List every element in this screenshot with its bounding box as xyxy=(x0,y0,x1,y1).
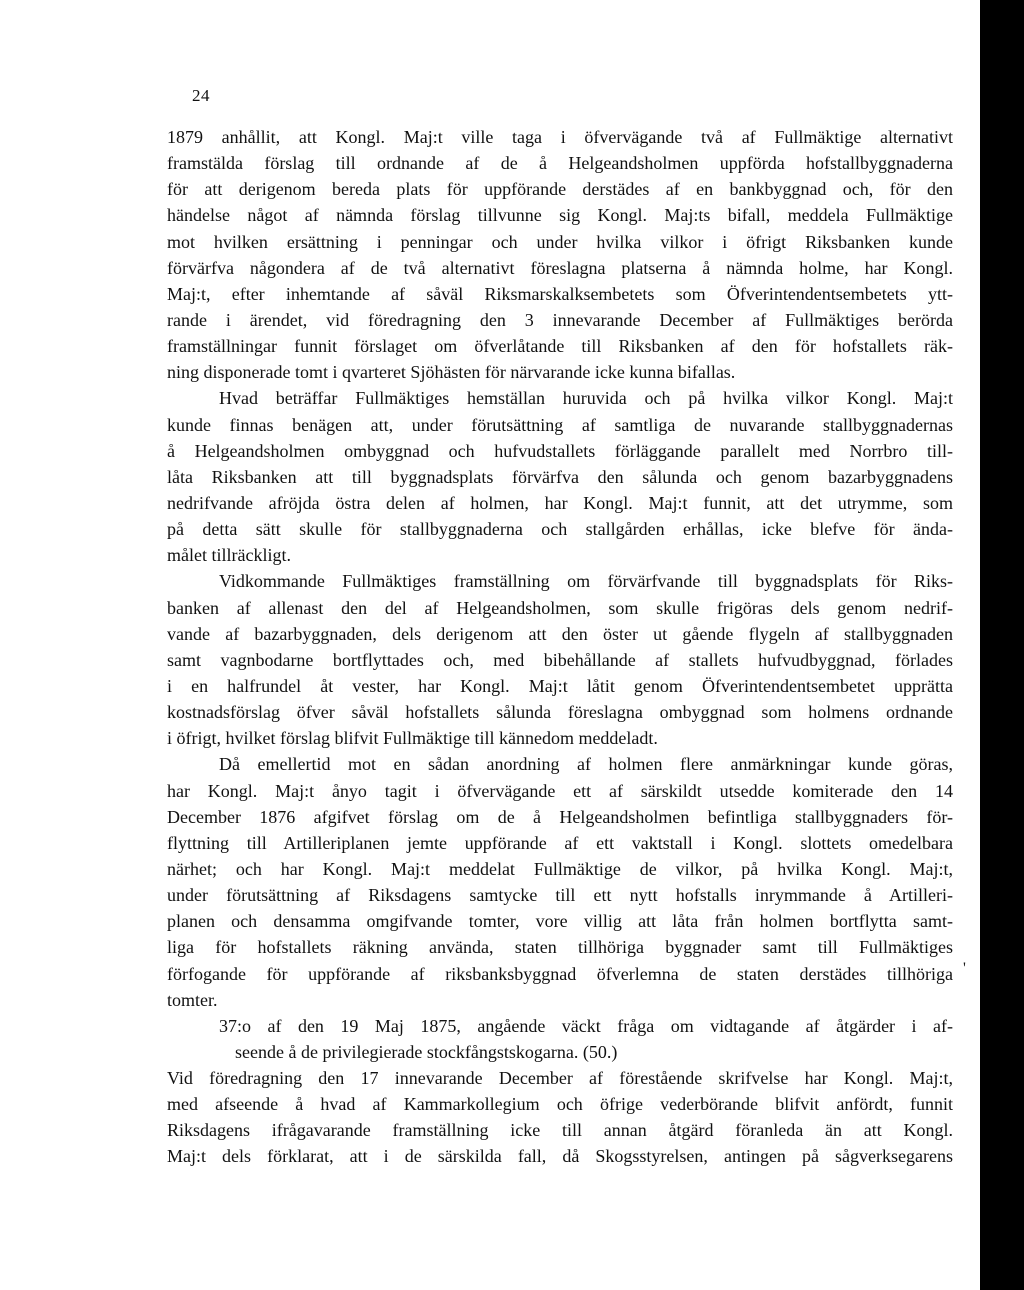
text-line: under förutsättning af Riksdagens samtycke till ett nytt hofstalls inrymmande å Artilleri- xyxy=(167,885,953,906)
text-line: nedrifvande afröjda östra delen af holmen, har Kongl. Maj:t funnit, att det utrymme, som xyxy=(167,492,953,513)
text-line: flyttning till Artilleriplanen jemte uppförande af ett vaktstall i Kongl. slottets omedelbara xyxy=(167,832,953,853)
text-line: förfogande för uppförande af riksbanksbyggnad öfverlemna de staten derstädes tillhöriga xyxy=(167,963,953,984)
section-heading-line: seende å de privilegierade stockfångstskogarna. (50.) xyxy=(235,1041,618,1062)
text-line: låta Riksbanken att till byggnadsplats förvärfva den sålunda och genom bazarbyggnadens xyxy=(167,466,953,487)
section-heading-line: 37:o af den 19 Maj 1875, angående väckt fråga om vidtagande af åtgärder i af- xyxy=(219,1015,953,1036)
text-line: rande i ärendet, vid föredragning den 3 innevarande December af Fullmäktiges berörda xyxy=(167,309,953,330)
text-line: vande af bazarbyggnaden, dels derigenom att den öster ut gående flygeln af stallbyggnaden xyxy=(167,623,953,644)
text-line: händelse något af nämnda förslag tillvunne sig Kongl. Maj:ts bifall, meddela Fullmäktige xyxy=(167,205,953,226)
document-body xyxy=(167,124,953,1170)
scan-edge-band xyxy=(980,0,1024,1290)
text-line: 1879 anhållit, att Kongl. Maj:t ville taga i öfvervägande två af Fullmäktige alternativt xyxy=(167,127,953,147)
page-number: 24 xyxy=(192,86,210,105)
paragraph-start-line: Vidkommande Fullmäktiges framställning om förvärfvande till byggnadsplats för Riks- xyxy=(219,571,953,592)
paragraph-start-line: Då emellertid mot en sådan anordning af holmen flere anmärkningar kunde göras, xyxy=(219,754,953,775)
text-line: förvärfva någondera af de två alternativt föreslagna platserna å nämnda holme, har Kongl. xyxy=(167,257,953,278)
text-line: mot hvilken ersättning i penningar och under hvilka vilkor i öfrigt Riksbanken kunde xyxy=(167,231,953,252)
text-line: samt vagnbodarne bortflyttades och, med bibehållande af stallets hufvudbyggnad, förlades xyxy=(167,649,953,670)
text-line: Vid föredragning den 17 innevarande December af förestående skrifvelse har Kongl. Maj:t, xyxy=(167,1068,953,1089)
text-line: December 1876 afgifvet förslag om de å Helgeandsholmen befintliga stallbyggnaders för- xyxy=(167,806,953,827)
text-line: Riksdagens ifrågavarande framställning icke till annan åtgärd föranleda än att Kongl. xyxy=(167,1120,953,1141)
text-line: banken af allenast den del af Helgeandsholmen, som skulle frigöras dels genom nedrif- xyxy=(167,597,953,618)
text-line: för att derigenom bereda plats för uppförande derstädes af en bankbyggnad och, för den xyxy=(167,179,953,200)
text-line: planen och densamma omgifvande tomter, vore villig att låta från holmen bortflytta samt- xyxy=(167,911,953,932)
text-line: tomter. xyxy=(167,989,218,1010)
text-line: å Helgeandsholmen ombyggnad och hufvudstallets förläggande parallelt med Norrbro till- xyxy=(167,440,953,461)
margin-mark: ' xyxy=(963,960,966,977)
text-line: målet tillräckligt. xyxy=(167,545,291,566)
text-line: har Kongl. Maj:t ånyo tagit i öfvervägande ett af särskildt utsedde komiterade den 14 xyxy=(167,780,953,801)
text-line: liga för hofstallets räkning använda, staten tillhöriga byggnader samt till Fullmäktiges xyxy=(167,937,953,958)
text-line: kunde finnas benägen att, under förutsättning af samtliga de nuvarande stallbyggnadernas xyxy=(167,414,953,435)
text-line: närhet; och har Kongl. Maj:t meddelat Fullmäktige de vilkor, på hvilka Kongl. Maj:t, xyxy=(167,858,953,879)
text-line: ning disponerade tomt i qvarteret Sjöhästen för närvarande icke kunna bifallas. xyxy=(167,362,736,383)
text-line: i öfrigt, hvilket förslag blifvit Fullmäktige till kännedom meddeladt. xyxy=(167,728,658,749)
text-line: på detta sätt skulle för stallbyggnaderna och stallgården erhållas, icke blefve för ända- xyxy=(167,519,953,540)
paragraph-start-line: Hvad beträffar Fullmäktiges hemställan huruvida och på hvilka vilkor Kongl. Maj:t xyxy=(219,388,953,409)
text-line: i en halfrundel åt vester, har Kongl. Maj:t låtit genom Öfverintendentsembetet upprätta xyxy=(167,675,953,696)
text-line: kostnadsförslag öfver såväl hofstallets sålunda föreslagna ombyggnad som holmens ordnande xyxy=(167,702,953,723)
text-line: med afseende å hvad af Kammarkollegium och öfrige vederbörande blifvit anfördt, funnit xyxy=(167,1094,953,1115)
text-line: framstälda förslag till ordnande af de å Helgeandsholmen uppförda hofstallbyggnaderna xyxy=(167,153,953,174)
text-line: framställningar funnit förslaget om öfverlåtande till Riksbanken af den för hofstallets räk- xyxy=(167,336,953,357)
text-line: Maj:t, efter inhemtande af såväl Riksmarskalksembetets som Öfverintendentsembetets ytt- xyxy=(167,283,953,304)
text-line: Maj:t dels förklarat, att i de särskilda fall, då Skogsstyrelsen, antingen på sågverksegarens xyxy=(167,1146,953,1167)
